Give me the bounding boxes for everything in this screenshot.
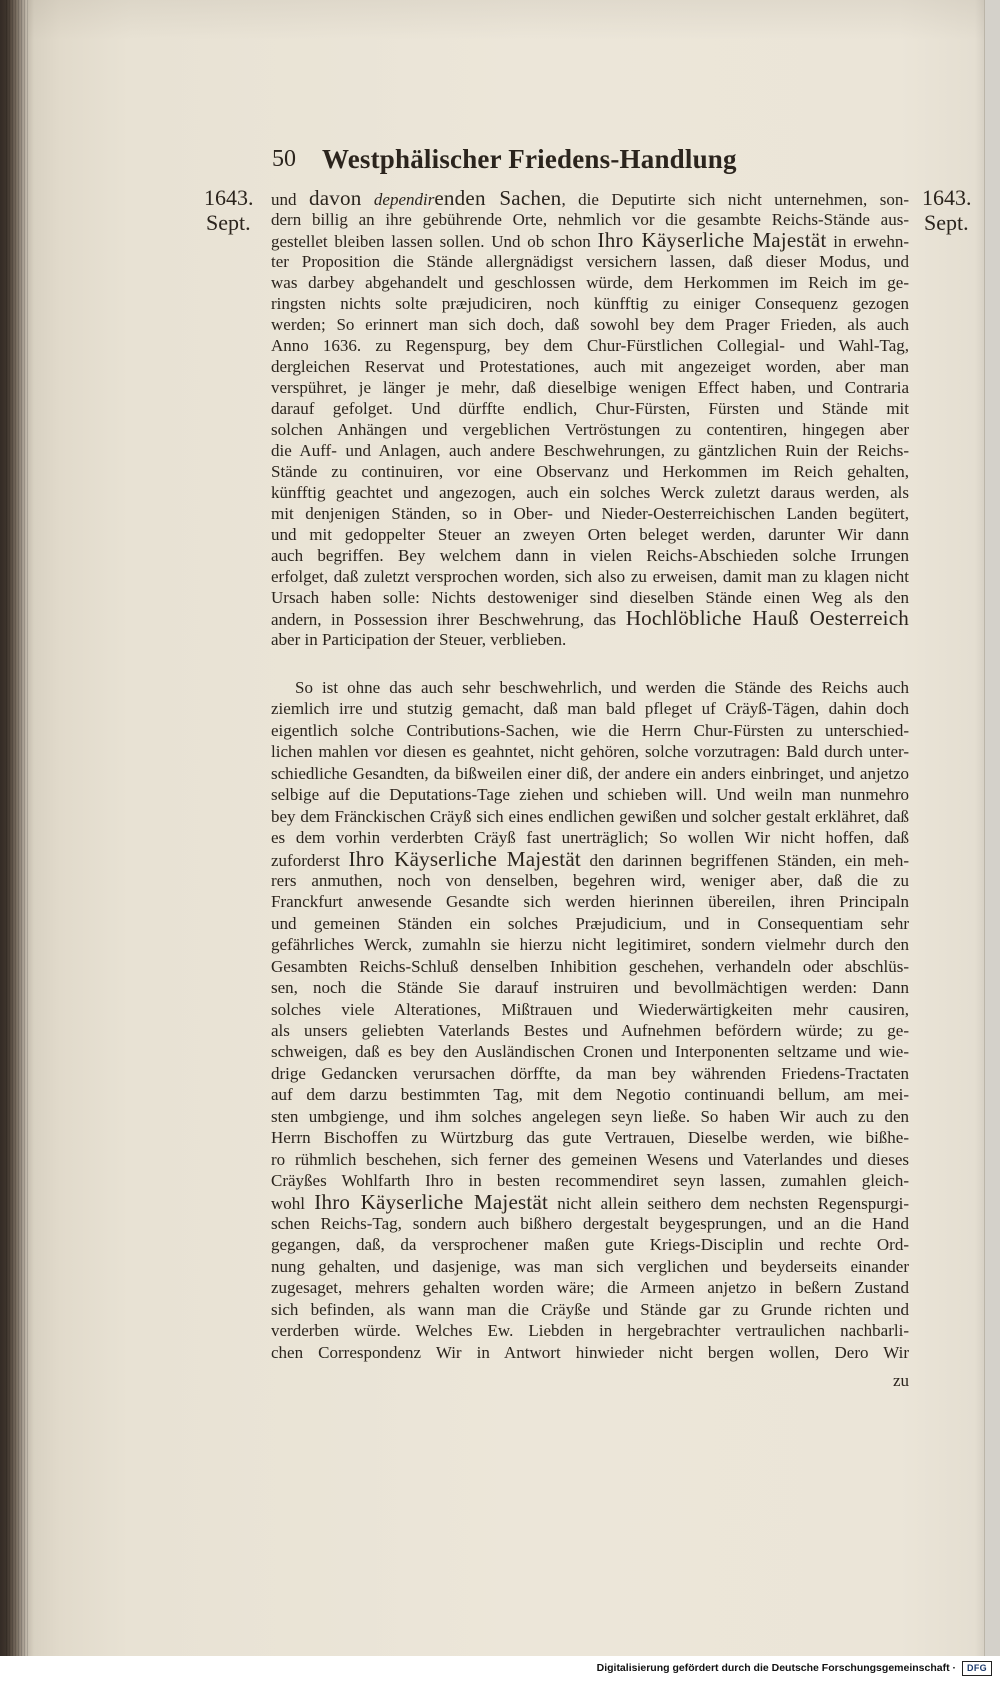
text-line: dern billig an ihre gebührende Orte, nehmlich vor die gesambte Reichs-Stände aus- <box>271 210 909 229</box>
text-line: und gemeinen Ständen ein solches Præjudicium, und in Consequentiam sehr <box>271 913 909 933</box>
emphasized-text: Ihro Käyserliche Majestät <box>348 846 581 871</box>
text-segment: nicht allein seithero dem nechsten Regenspurgi- <box>548 1193 910 1213</box>
margin-note-month-left: Sept. <box>206 210 251 235</box>
text-line: Stände zu continuiren, vor eine Observanz und Herkommen im Reich gehalten, <box>271 462 909 481</box>
text-line <box>271 846 909 871</box>
paragraph-2 <box>271 677 909 1363</box>
text-line: schiedliche Gesandten, da bißweilen einer diß, der andere ein anders einbringet, und anjetzo <box>271 763 909 783</box>
paragraph-1 <box>271 188 909 650</box>
text-line: ro rühmlich beschehen, sich ferner des gemeinen Wesens und Vaterlandes und dieses <box>271 1149 909 1169</box>
text-line: gegangen, daß, da versprochener maßen gute Kriegs-Disciplin und rechte Ord- <box>271 1235 909 1255</box>
text-line <box>271 230 909 251</box>
text-segment: andern, in Possession ihrer Beschwehrung, das <box>271 610 626 629</box>
text-line <box>271 188 909 209</box>
text-line: gefährliches Werck, zumahln sie hierzu nicht legitimiret, sondern vielmehr durch den <box>271 935 909 955</box>
text-line: solches viele Alterationes, Mißtrauen und Wiederwärtigkeiten mehr causiren, <box>271 999 909 1019</box>
text-line: was darbey abgehandelt und geschlossen würde, dem Herkommen im Reich im ge- <box>271 273 909 292</box>
text-line: ter Proposition die Stände allergnädigst versichern lassen, daß dieser Modus, und <box>271 252 909 271</box>
digitization-footer <box>0 1656 1000 1681</box>
text-line: aber in Participation der Steuer, verblieben. <box>271 630 567 649</box>
text-line: sten umbgienge, und ihm solches angelegen seyn ließe. So haben Wir auch zu den <box>271 1106 909 1126</box>
text-line: als unsers geliebten Vaterlands Bestes und Aufnehmen befördern würde; zu ge- <box>271 1021 909 1040</box>
text-line: mit denjenigen Ständen, so in Ober- und Nieder-Oesterreichischen Landen begütert, <box>271 504 909 523</box>
text-line: sen, noch die Stände Sie darauf instruiren und bevollmächtigen werden: Dann <box>271 978 909 998</box>
emphasized-text: Ihro Käyserliche Majestät <box>314 1189 549 1214</box>
text-segment: zuforderst <box>271 850 349 870</box>
text-line: darauf gefolget. Und dürffte endlich, Chur-Fürsten, Fürsten und Stände mit <box>271 399 909 418</box>
text-line: Gesambten Reichs-Schluß denselben Inhibition geschehen, verhandeln oder abschlüs- <box>271 956 909 976</box>
text-line: ziemlich irre und stutzig gemacht, daß man bald pfleget uf Cräyß-Tägen, dahin doch <box>271 699 909 719</box>
dfg-logo-icon: DFG <box>962 1661 992 1676</box>
emphasized-text: Ihro Käyserliche Majestät <box>597 228 827 252</box>
text-line: auf dem darzu bestimmten Tag, mit dem Negotio continuandi bellum, am mei- <box>271 1085 909 1105</box>
text-line: nung gehalten, und dasjenige, was man sich verglichen und beyderseits einander <box>271 1256 909 1276</box>
text-line <box>271 1189 910 1214</box>
text-line: Ursach haben solle: Nichts destoweniger sind dieselben Stände einen Weg als den <box>271 588 909 607</box>
text-line: verspühret, je länger je mehr, daß dieselbige wenigen Effect haben, und Contraria <box>271 378 909 397</box>
text-line: schen Reichs-Tag, sondern auch bißhero dergestalt beygesprungen, und an die Hand <box>271 1213 909 1233</box>
margin-note-year-right: 1643. <box>922 185 972 210</box>
funding-credit: Digitalisierung gefördert durch die Deutsche Forschungsgemeinschaft · <box>596 1662 956 1674</box>
text-line: Anno 1636. zu Regenspurg, bey dem Chur-Fürstlichen Collegial- und Wahl-Tag, <box>271 336 909 355</box>
italic-text: dependir <box>373 190 435 209</box>
text-line <box>271 608 909 629</box>
text-line: schweigen, daß es bey den Ausländischen Cronen und Interponenten seltzame und wie- <box>271 1042 909 1062</box>
text-line: sich befinden, als wann man die Cräyße und Stände gar zu Grunde richten und <box>271 1299 909 1319</box>
text-line: verderben würde. Welches Ew. Liebden in hergebrachter vertraulichen nachbarli- <box>271 1321 909 1341</box>
text-line: Herrn Bischoffen zu Würtzburg das gute Vertrauen, Dieselbe werden, wie bißhe- <box>271 1128 909 1148</box>
text-line: künfftig geachtet und angezogen, auch ein solches Werck zuletzt daraus werden, als <box>271 483 909 502</box>
catchword: zu <box>892 1371 909 1390</box>
text-line: es dem vorhin verderbten Cräyß fast unerträglich; So wollen Wir nicht hoffen, daß <box>271 828 909 848</box>
text-line: selbige auf die Deputations-Tage ziehen und schieben will. Und weiln man nunmehro <box>271 785 909 805</box>
text-line: dergleichen Reservat und Protestationes, auch mit angezeiget worden, aber man <box>271 357 909 376</box>
margin-note-year-left: 1643. <box>204 185 254 210</box>
text-segment: , die Deputirte sich nicht unternehmen, son- <box>561 190 909 209</box>
emphasized-text: davon <box>308 186 362 210</box>
text-line: drige Gedancken verursachen dörffte, da man bey währenden Friedens-Tractaten <box>271 1063 909 1083</box>
text-line: zugesaget, mehrers gehalten worden wäre; die Armeen anjetzo in beßern Zustand <box>271 1278 909 1298</box>
book-binding-edge <box>6 0 28 1656</box>
text-line: lichen mahlen vor diesen es geahntet, nicht gehören, solche vorzutragen: Bald durch unter- <box>271 742 909 762</box>
emphasized-text: enden Sachen <box>434 186 562 210</box>
page-number: 50 <box>272 146 296 172</box>
text-line: und mit gedoppelter Steuer an zweyen Orten beleget werden, darunter Wir dann <box>271 525 909 544</box>
margin-note-month-right: Sept. <box>924 210 969 235</box>
text-line: die Auff- und Anlagen, auch andere Beschwehrungen, zu gäntzlichen Ruin der Reichs- <box>271 441 909 460</box>
text-segment: den darinnen begriffenen Ständen, ein meh- <box>580 850 909 870</box>
text-segment: und <box>271 190 309 209</box>
text-segment <box>361 190 373 209</box>
text-line: solchen Anhängen und vergeblichen Vertröstungen zu contentiren, hingegen aber <box>271 420 909 439</box>
text-segment: wohl <box>271 1193 315 1213</box>
text-segment: in erwehn- <box>826 232 909 251</box>
text-line: eigentlich solche Contributions-Sachen, wie die Herrn Chur-Fürsten zu unterschied- <box>271 720 909 740</box>
text-segment: gestellet bleiben lassen sollen. Und ob schon <box>271 232 598 251</box>
text-line: Franckfurt anwesende Gesandte sich werden hierinnen übereilen, ihren Principaln <box>271 892 909 912</box>
page-top-shadow <box>28 0 984 40</box>
scan-right-edge <box>984 0 1000 1656</box>
text-line: So ist ohne das auch sehr beschwehrlich, und werden die Stände des Reichs auch <box>295 678 909 697</box>
text-line: ringsten nichts solte præjudiciren, noch künfftig zu einiger Consequenz gezogen <box>271 294 909 313</box>
text-line: Cräyßes Wohlfarth Ihro in besten recommendiret seyn lassen, zumahlen gleich- <box>271 1171 909 1191</box>
text-line: auch begriffen. Bey welchem dann in vielen Reichs-Abschieden solche Irrungen <box>271 546 909 565</box>
text-line: werden; So erinnert man sich doch, daß sowohl bey dem Prager Frieden, als auch <box>271 315 909 334</box>
text-line: rers anmuthen, noch von denselben, begehren wird, weniger aber, daß die zu <box>271 870 909 890</box>
text-line: bey dem Fränckischen Cräyß sich eines endlichen gewißen und solcher gestalt erklähret, daß <box>271 806 909 826</box>
emphasized-text: Hochlöbliche Hauß Oesterreich <box>625 606 909 630</box>
running-title: Westphälischer Friedens-Handlung <box>322 144 737 174</box>
text-line: chen Correspondenz Wir in Antwort hinwieder nicht bergen wollen, Dero Wir <box>271 1342 909 1362</box>
text-line: erfolget, daß zuletzt versprochen worden, sich also zu erweisen, damit man zu klagen nicht <box>271 567 909 586</box>
